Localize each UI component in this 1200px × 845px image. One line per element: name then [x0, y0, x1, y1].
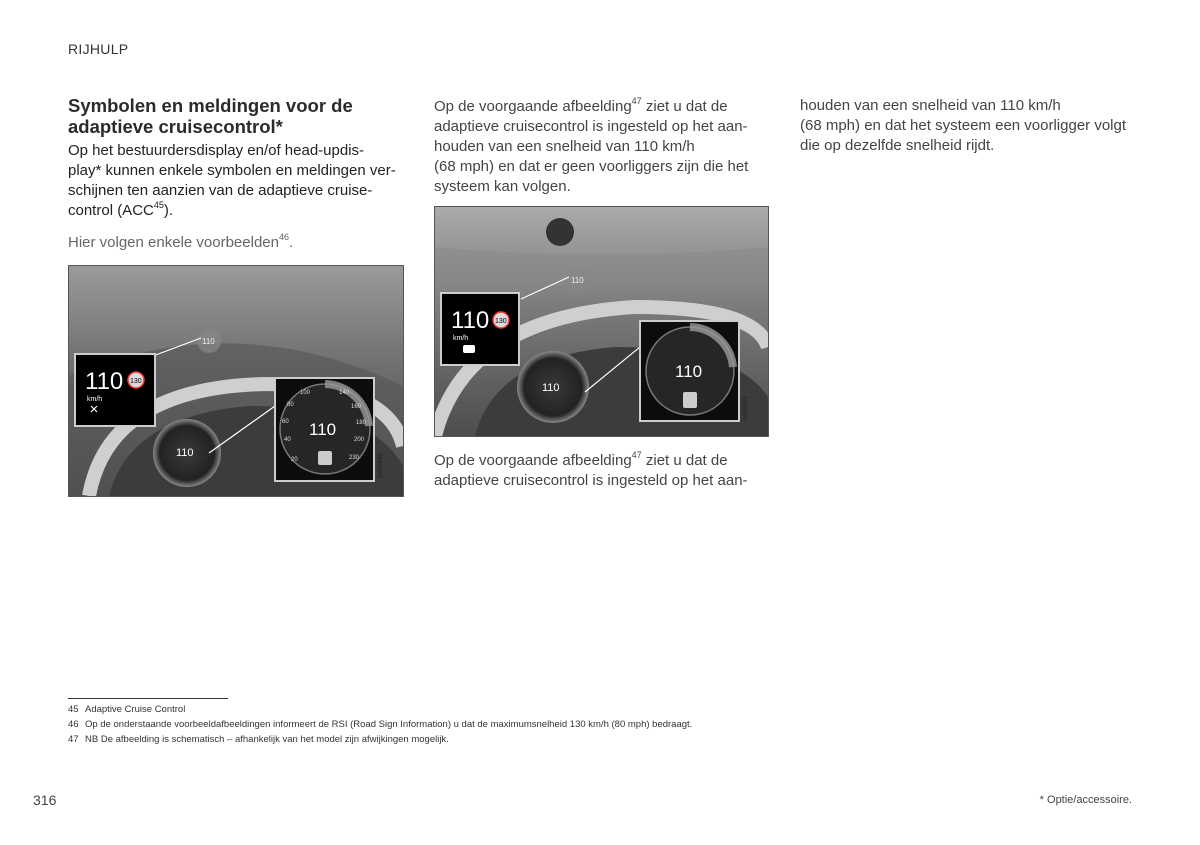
small-cluster-speed: 110 — [176, 447, 194, 459]
p1-line-2: adaptieve cruisecontrol is ingesteld op het aan- — [434, 118, 748, 135]
footnote-ref-47[interactable]: 47 — [631, 96, 642, 106]
figure-code: G059888 — [378, 453, 384, 478]
vehicle-ahead — [546, 218, 574, 246]
dial-label-80: 80 — [287, 402, 294, 408]
dial-label-100: 100 — [300, 390, 311, 396]
paragraph-no-vehicle — [434, 97, 769, 197]
dial-label-20: 20 — [291, 457, 298, 463]
option-note: * Optie/accessoire. — [1039, 794, 1132, 806]
speed-sign-value-2: 130 — [495, 318, 507, 325]
intro-line-1: Op het bestuurdersdisplay en/of head-updis- — [68, 142, 365, 159]
dial-label-40: 40 — [284, 437, 291, 443]
dial-label-160: 160 — [351, 404, 362, 410]
dashboard-illustration-2 — [435, 207, 768, 436]
dial-label-60: 60 — [282, 419, 289, 425]
footnote-text: Op de onderstaande voorbeeldafbeeldingen informeert de RSI (Road Sign Information) u dat de maximumsnelheid 130 km/h (80 mph) bedraagt. — [85, 719, 693, 730]
p2-cont-line-3: die op dezelfde snelheid rijdt. — [800, 137, 995, 154]
footnote-text: NB De afbeelding is schematisch – afhankelijk van het model zijn afwijkingen mogelijk. — [85, 734, 449, 745]
hud-projection-speed-2: 110 — [571, 276, 584, 285]
footnote-ref-47b[interactable]: 47 — [631, 450, 642, 460]
column-3 — [800, 96, 1145, 156]
column-2 — [434, 97, 769, 197]
intro-line-3: schijnen ten aanzien van de adaptieve cruise- — [68, 182, 373, 199]
footnote-45 — [68, 704, 185, 715]
section-title: Symbolen en meldingen voor de adaptieve cruisecontrol* — [68, 95, 353, 137]
intro-line-4-end: ). — [163, 202, 174, 219]
figure-code-2: G059889 — [743, 396, 749, 421]
dial-label-230: 230 — [349, 455, 360, 461]
p2-line-2: adaptieve cruisecontrol is ingesteld op het aan- — [434, 472, 748, 489]
p2-cont-line-1: houden van een snelheid van 110 km/h — [800, 97, 1061, 114]
footnote-text: Adaptive Cruise Control — [85, 704, 186, 715]
dial-label-140: 140 — [339, 390, 350, 396]
p2-line-1: Op de voorgaande afbeelding — [434, 452, 632, 469]
dashboard-illustration — [69, 266, 403, 496]
dial-label-200: 200 — [354, 437, 365, 443]
p1-line-1-end: ziet u dat de — [641, 98, 728, 115]
examples-note-end: . — [289, 234, 294, 251]
footnote-number: 46 — [68, 719, 79, 730]
figure-cluster-no-vehicle — [68, 265, 404, 497]
p1-line-1: Op de voorgaande afbeelding — [434, 98, 632, 115]
hud-inset-unit-2: km/h — [453, 335, 469, 342]
lead-vehicle-icon — [463, 345, 475, 353]
footnote-ref-45[interactable]: 45 — [153, 200, 164, 210]
intro-line-4: control (ACC — [68, 202, 154, 219]
figure-cluster-vehicle-ahead — [434, 206, 769, 437]
hud-projection-speed: 110 — [202, 337, 215, 346]
p1-line-4: (68 mph) en dat er geen voorliggers zijn die het — [434, 158, 749, 175]
p2-line-1-end: ziet u dat de — [641, 452, 728, 469]
footnote-47 — [68, 734, 449, 745]
p1-line-3: houden van een snelheid van 110 km/h — [434, 138, 695, 155]
footnote-number: 47 — [68, 734, 79, 745]
footnote-number: 45 — [68, 704, 79, 715]
small-cluster-speed-2: 110 — [542, 382, 560, 394]
hud-inset-speed: 110 — [85, 368, 124, 395]
car-icon — [318, 451, 332, 465]
car-icon-2 — [683, 392, 697, 408]
p1-line-5: systeem kan volgen. — [434, 178, 571, 195]
intro-line-2: play* kunnen enkele symbolen en meldingen ver- — [68, 162, 396, 179]
speedometer-speed: 110 — [309, 420, 337, 439]
footnote-divider — [68, 698, 228, 699]
dial-label-180: 180 — [356, 420, 367, 426]
column-1 — [68, 95, 403, 253]
speed-sign-value: 130 — [130, 378, 142, 385]
intro-paragraph — [68, 141, 403, 221]
section-header: RIJHULP — [68, 41, 129, 57]
examples-note-text: Hier volgen enkele voorbeelden — [68, 234, 279, 251]
page-number: 316 — [33, 792, 57, 808]
footnote-ref-46[interactable]: 46 — [278, 232, 289, 242]
speedometer-speed-2: 110 — [675, 362, 703, 381]
footnote-46 — [68, 719, 692, 730]
p2-cont-line-2: (68 mph) en dat het systeem een voorligger volgt — [800, 117, 1127, 134]
hud-inset-unit: km/h — [87, 396, 103, 403]
hud-inset-speed-2: 110 — [451, 307, 490, 334]
examples-note — [68, 233, 403, 253]
paragraph-vehicle-ahead — [434, 451, 769, 491]
